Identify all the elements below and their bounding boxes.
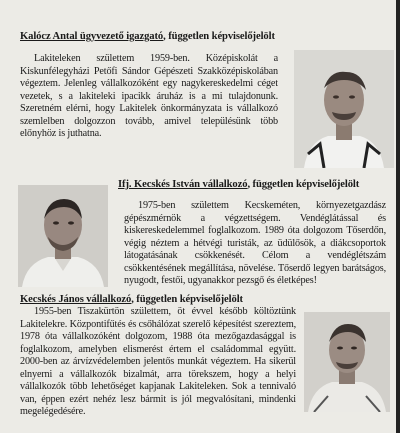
candidate-3-role: , független képviselőjelölt [131, 294, 243, 305]
candidate-3-photo [304, 312, 390, 412]
candidate-1-title [20, 31, 275, 43]
candidate-3-text [20, 306, 296, 419]
candidate-2-paragraph: 1975-ben születtem Kecskeméten, környezetgazdász gépészmérnök a végzettségem. Vendéglátással és kiskereskedelemmel foglalkozom. 1989 óta dolgozom Tőserdőn, végig néztem a hétvégi turisták, az üdülősök, a diákcsoportok látogatásának csökkenését. Célom a vendéglétszám csökkentésének megállítása, növelése. Tőserdő legyen barátságos, nyugodt, festői, ugyanakkor pezsgő és életképes! [124, 200, 386, 286]
candidate-2-text [124, 200, 386, 288]
candidate-2-role: , független képviselőjelölt [247, 179, 360, 190]
candidate-1-name: Kalócz Antal ügyvezető igazgató [20, 31, 164, 42]
portrait-photo-kecskes-istvan [18, 185, 108, 287]
candidate-3-name: Kecskés János vállalkozó [20, 294, 132, 305]
candidate-1-paragraph: Lakiteleken születtem 1959-ben. Középiskolát a Kiskunfélegyházi Petőfi Sándor Gépészeti Szakközépiskolában végeztem. Jelenleg vállalkozóként egy nagykereskedelmi céget vezetek, s a lakiteleki ipacikk áruház is a mi tulajdonunk. Szeretném elérni, hogy Lakitelek önkormányzata is vállalkozó szemlelben dolgozzon tovább, amivel településünk több előnyhöz is juthatna. [20, 53, 278, 139]
candidate-2-name: Ifj. Kecskés István vállalkozó [118, 179, 248, 190]
candidate-3-paragraph: 1955-ben Tiszakürtön születtem, öt évvel később költöztünk Lakitelekre. Központifűtés és csőhálózat szerelő képesítést szereztem, 1978 óta vállalkozóként dolgozom, 1988 óta mezőgazdasággal is foglalkozom, amelyben elismerést értem el családommal együtt. 2000-ben az árvízvédelemben jelentős munkát végeztem. Ha sikerül elnyerni a vállalkozók bizalmát, arra törekszem, hogy a helyi vállalkozók több lehetőséget kapjanak Lakiteleken. Sok a tennivaló van, éppen ezért nehéz lesz bármit is jól megvalósítani, mindenki megelégedésére. [20, 306, 296, 417]
candidate-1-role: , független képviselőjelölt [163, 31, 275, 42]
page-gutter-shadow [396, 0, 400, 433]
portrait-photo-kalocz-antal [294, 50, 394, 168]
candidate-2-photo [18, 185, 108, 287]
candidate-2-title [118, 179, 359, 191]
candidate-1-text [20, 53, 278, 141]
candidate-1-photo [294, 50, 394, 168]
portrait-photo-kecskes-janos [304, 312, 390, 412]
candidate-3-title [20, 294, 243, 306]
